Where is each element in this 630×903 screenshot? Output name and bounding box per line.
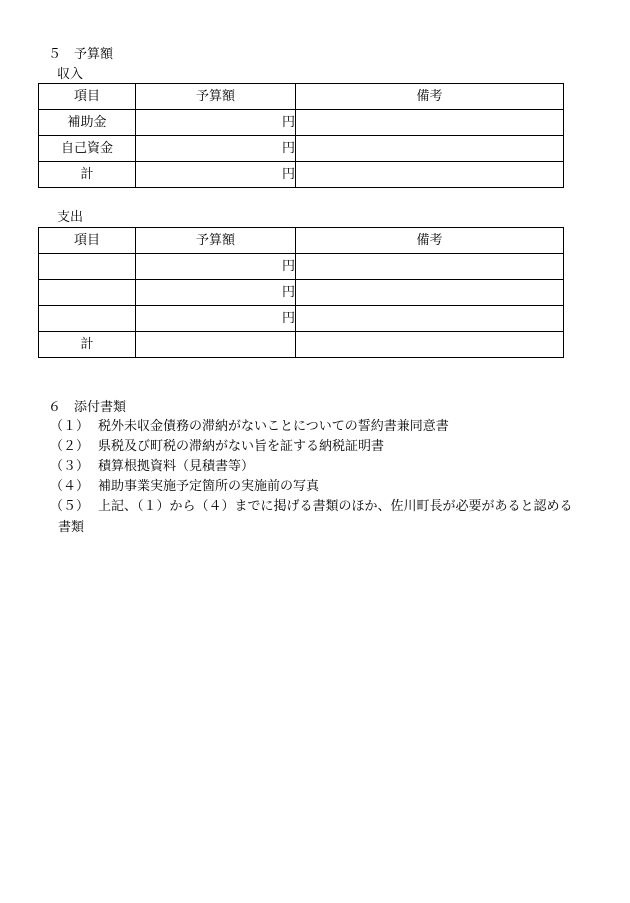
attachment-text: 税外未収金債務の滞納がないことについての誓約書兼同意書 <box>98 419 449 434</box>
income-row-total <box>39 162 564 188</box>
attachment-number: （３） <box>50 459 90 474</box>
attachment-number: （４） <box>50 479 90 494</box>
table-cell-note <box>296 280 564 306</box>
table-cell-amount: 円 <box>136 254 296 280</box>
table-cell-amount: 円 <box>136 110 296 136</box>
table-cell-amount: 円 <box>136 280 296 306</box>
attachment-item <box>50 459 254 475</box>
expense-row <box>39 280 564 306</box>
expense-row <box>39 306 564 332</box>
table-cell-item: 計 <box>39 332 136 358</box>
attachment-item <box>50 479 319 495</box>
income-label: 収入 <box>57 67 84 82</box>
attachment-number: （５） <box>50 499 90 514</box>
expense-table <box>38 227 564 358</box>
expense-header-row <box>39 228 564 254</box>
table-cell-amount: 円 <box>136 306 296 332</box>
expense-header-item: 項目 <box>39 228 136 254</box>
attachment-text: 積算根拠資料（見積書等） <box>98 459 255 474</box>
expense-row <box>39 254 564 280</box>
table-cell-item <box>39 306 136 332</box>
attachment-number: （１） <box>50 419 90 434</box>
table-cell-item <box>39 254 136 280</box>
income-row-own-funds <box>39 136 564 162</box>
expense-header-note: 備考 <box>296 228 564 254</box>
table-cell-amount: 円 <box>136 136 296 162</box>
table-cell-item <box>39 280 136 306</box>
attachment-text: 県税及び町税の滞納がない旨を証する納税証明書 <box>98 439 385 454</box>
table-cell-item: 補助金 <box>39 110 136 136</box>
expense-row-total <box>39 332 564 358</box>
expense-label: 支出 <box>57 210 84 225</box>
table-cell-note <box>296 306 564 332</box>
table-cell-amount <box>136 332 296 358</box>
income-row-subsidy <box>39 110 564 136</box>
income-header-item: 項目 <box>39 84 136 110</box>
table-cell-item: 計 <box>39 162 136 188</box>
attachment-item <box>50 499 573 515</box>
attachment-text: 上記、（１）から（４）までに掲げる書類のほか、佐川町長が必要があると認める <box>98 499 573 514</box>
attachment-continuation: 書類 <box>58 520 85 535</box>
table-cell-note <box>296 136 564 162</box>
attachments-heading: ６ 添付書類 <box>48 400 127 415</box>
table-cell-note <box>296 332 564 358</box>
attachment-item <box>50 419 449 435</box>
expense-header-amount: 予算額 <box>136 228 296 254</box>
budget-heading: ５ 予算額 <box>48 47 114 62</box>
attachment-item <box>50 439 384 455</box>
income-header-amount: 予算額 <box>136 84 296 110</box>
table-cell-note <box>296 254 564 280</box>
table-cell-amount: 円 <box>136 162 296 188</box>
income-header-note: 備考 <box>296 84 564 110</box>
table-cell-note <box>296 110 564 136</box>
attachment-number: （２） <box>50 439 90 454</box>
table-cell-item: 自己資金 <box>39 136 136 162</box>
attachment-text: 補助事業実施予定箇所の実施前の写真 <box>98 479 320 494</box>
income-header-row <box>39 84 564 110</box>
table-cell-note <box>296 162 564 188</box>
income-table <box>38 83 564 188</box>
